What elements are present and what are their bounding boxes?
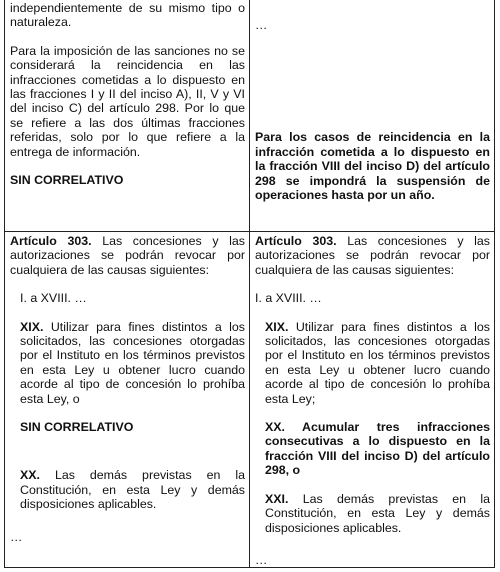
fraction-xix: XIX. Utilizar para fines distintos a los solicitados, las concesiones otorgadas por el Instituto en los términos previstos en esta Ley u obtener lucro cuando acorde al tipo de concesión lo prohíba esta Ley; — [265, 319, 490, 406]
current-text-cell — [5, 232, 250, 568]
fraction-xx: XX. Las demás previstas en la Constitución, en esta Ley y demás disposiciones aplicables. — [20, 468, 245, 512]
proposed-text-cell — [250, 232, 495, 568]
fraction-range: I. a XVIII. … — [20, 291, 87, 306]
ellipsis: … — [255, 18, 268, 32]
no-correlative-label: SIN CORRELATIVO — [20, 420, 134, 435]
proposed-text-cell — [250, 0, 495, 232]
fraction-xix: XIX. Utilizar para fines distintos a los solicitados, las concesiones otorgadas por el Instituto en los términos previstos en esta Ley u obtener lucro cuando acorde al tipo de concesión lo prohíba esta Ley, o — [20, 319, 245, 406]
article-intro: Artículo 303. Las concesiones y las autorizaciones se podrán revocar por cualquiera de las causas siguientes: — [10, 234, 245, 277]
paragraph: Para la imposición de las sanciones no se considerará la reincidencia en las infracciones cometidas a lo dispuesto en las fracciones I y II del inciso A), II, V y VI del inciso C) del artículo 298. Por lo que se refiere a las dos últimas fracciones referidas, solo por lo que refiere a la entrega de información. — [10, 43, 245, 159]
comparison-table — [4, 0, 495, 568]
fraction-xxi: XXI. Las demás previstas en la Constitución, en esta Ley y demás disposiciones aplicables. — [265, 491, 490, 535]
article-intro: Artículo 303. Las concesiones y las autorizaciones se podrán revocar por cualquiera de las causas siguientes: — [255, 234, 490, 277]
fraction-xx: XX. Acumular tres infracciones consecutivas a lo dispuesto en la fracción VIII del inciso D) del artículo 298, o — [265, 420, 490, 478]
paragraph: independientemente de su mismo tipo o naturaleza. — [10, 1, 245, 30]
paragraph: Para los casos de reincidencia en la infracción cometida a lo dispuesto en la fracción VIII del inciso D) del artículo 298 se impondrá la suspensión de operaciones hasta por un año. — [255, 130, 490, 203]
ellipsis: … — [10, 529, 23, 544]
no-correlative-label: SIN CORRELATIVO — [10, 173, 124, 188]
fraction-range: I. a XVIII. … — [255, 291, 322, 306]
ellipsis: … — [255, 552, 268, 567]
current-text-cell — [5, 0, 250, 232]
table-row — [5, 0, 495, 232]
table-row — [5, 232, 495, 568]
